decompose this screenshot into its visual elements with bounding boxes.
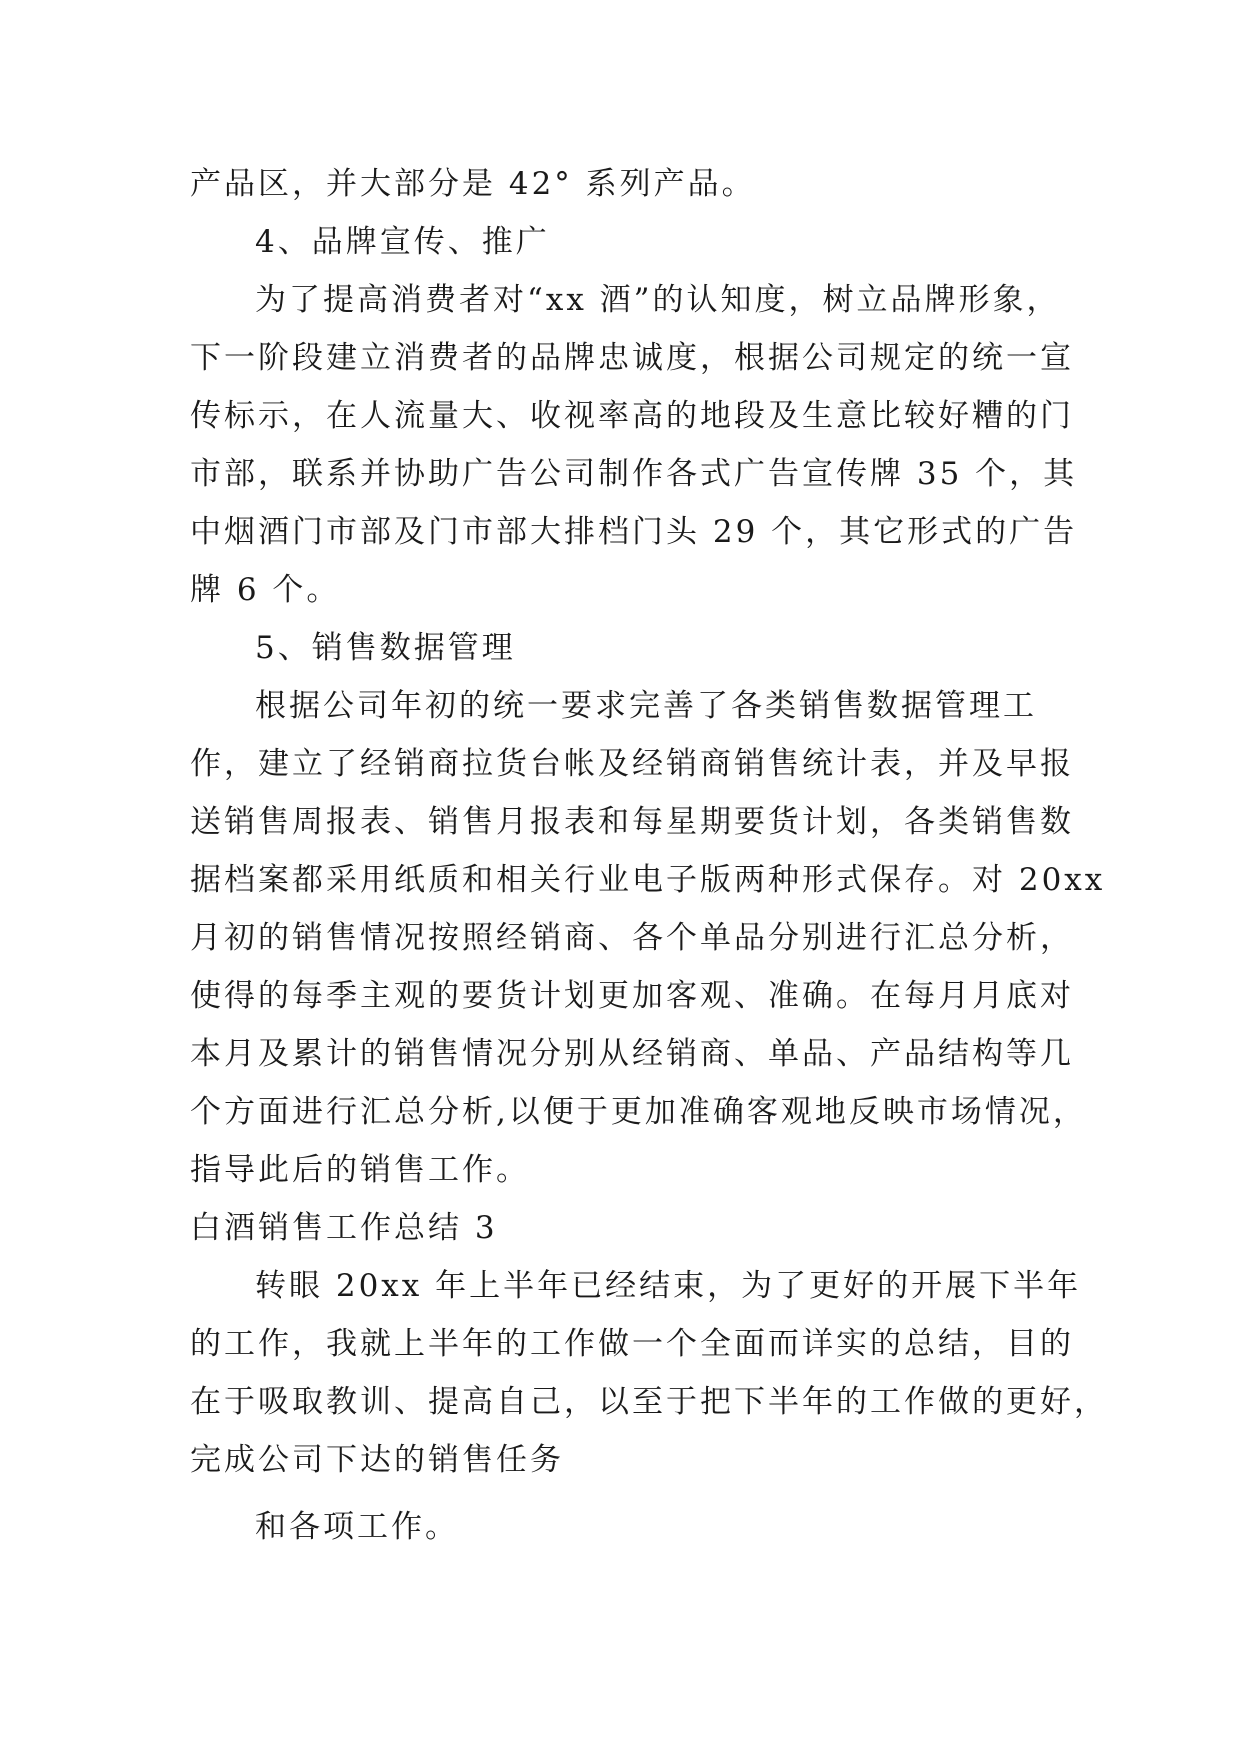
section-heading-data: 5、销售数据管理	[255, 630, 516, 666]
paragraph-line: 个方面进行汇总分析,以便于更加准确客观地反映市场情况，	[190, 1094, 1087, 1130]
section-heading-brand: 4、品牌宣传、推广	[255, 224, 550, 260]
paragraph-line: 中烟酒门市部及门市部大排档门头 29 个，其它形式的广告	[190, 514, 1078, 550]
paragraph-line: 月初的销售情况按照经销商、各个单品分别进行汇总分析，	[190, 920, 1074, 956]
paragraph-line: 为了提高消费者对“xx 酒”的认知度，树立品牌形象，	[255, 282, 1061, 318]
paragraph-line: 产品区，并大部分是 42° 系列产品。	[190, 166, 756, 202]
paragraph-line: 市部，联系并协助广告公司制作各式广告宣传牌 35 个，其	[190, 456, 1078, 492]
paragraph-line: 下一阶段建立消费者的品牌忠诚度，根据公司规定的统一宣	[190, 340, 1074, 376]
paragraph-line: 根据公司年初的统一要求完善了各类销售数据管理工	[255, 688, 1037, 724]
paragraph-line: 传标示，在人流量大、收视率高的地段及生意比较好糟的门	[190, 398, 1074, 434]
paragraph-line: 转眼 20xx 年上半年已经结束，为了更好的开展下半年	[255, 1268, 1082, 1304]
paragraph-line: 完成公司下达的销售任务	[190, 1442, 564, 1478]
document-title: 白酒销售工作总结 3	[190, 1210, 498, 1246]
paragraph-line: 使得的每季主观的要货计划更加客观、准确。在每月月底对	[190, 978, 1074, 1014]
paragraph-line: 在于吸取教训、提高自己，以至于把下半年的工作做的更好，	[190, 1384, 1108, 1420]
paragraph-line: 据档案都采用纸质和相关行业电子版两种形式保存。对 20xx	[190, 862, 1106, 898]
paragraph-line: 的工作，我就上半年的工作做一个全面而详实的总结，目的	[190, 1326, 1074, 1362]
paragraph-line: 指导此后的销售工作。	[190, 1152, 530, 1188]
paragraph-line: 牌 6 个。	[190, 572, 341, 608]
paragraph-line: 送销售周报表、销售月报表和每星期要货计划，各类销售数	[190, 804, 1074, 840]
paragraph-line: 作，建立了经销商拉货台帐及经销商销售统计表，并及早报	[190, 746, 1074, 782]
paragraph-line: 和各项工作。	[255, 1509, 459, 1545]
paragraph-line: 本月及累计的销售情况分别从经销商、单品、产品结构等几	[190, 1036, 1074, 1072]
